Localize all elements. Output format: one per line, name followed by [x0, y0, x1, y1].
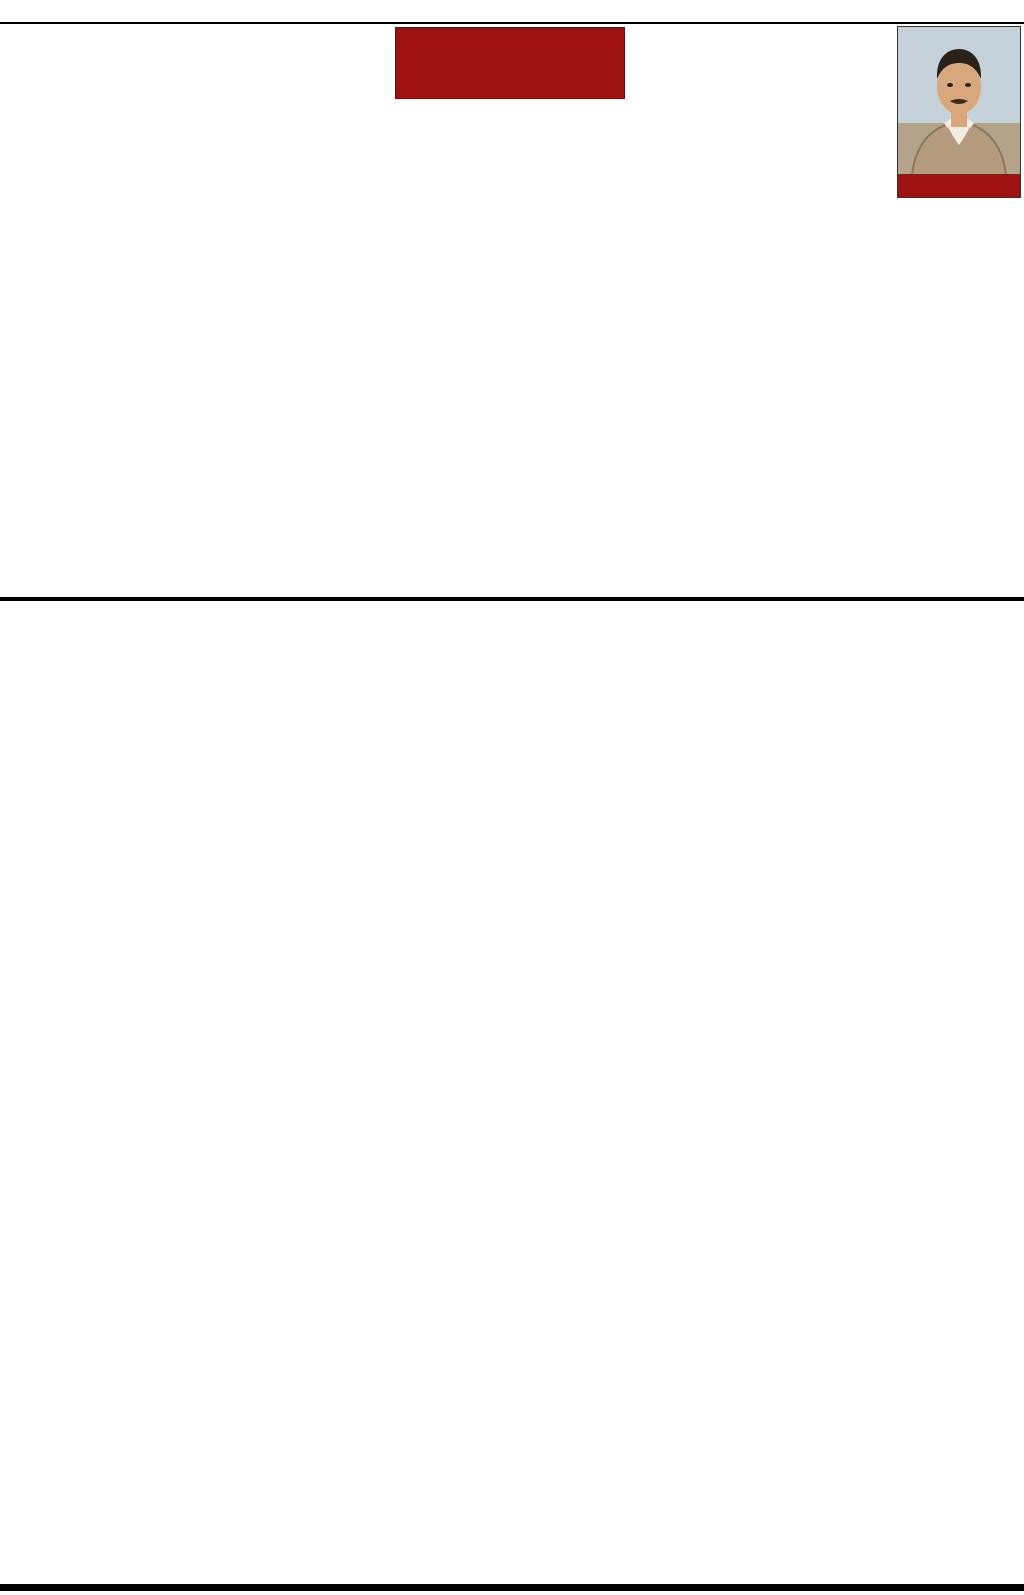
- main-headline: [395, 27, 625, 99]
- columnist-photo: [897, 26, 1021, 198]
- bottom-border-bar: [0, 1584, 1024, 1591]
- continuations-section: [0, 601, 1024, 1584]
- top-article-section: [0, 24, 1024, 597]
- portrait-illustration: [898, 27, 1020, 175]
- masthead: [0, 0, 1024, 22]
- byline-bar: [898, 174, 1020, 197]
